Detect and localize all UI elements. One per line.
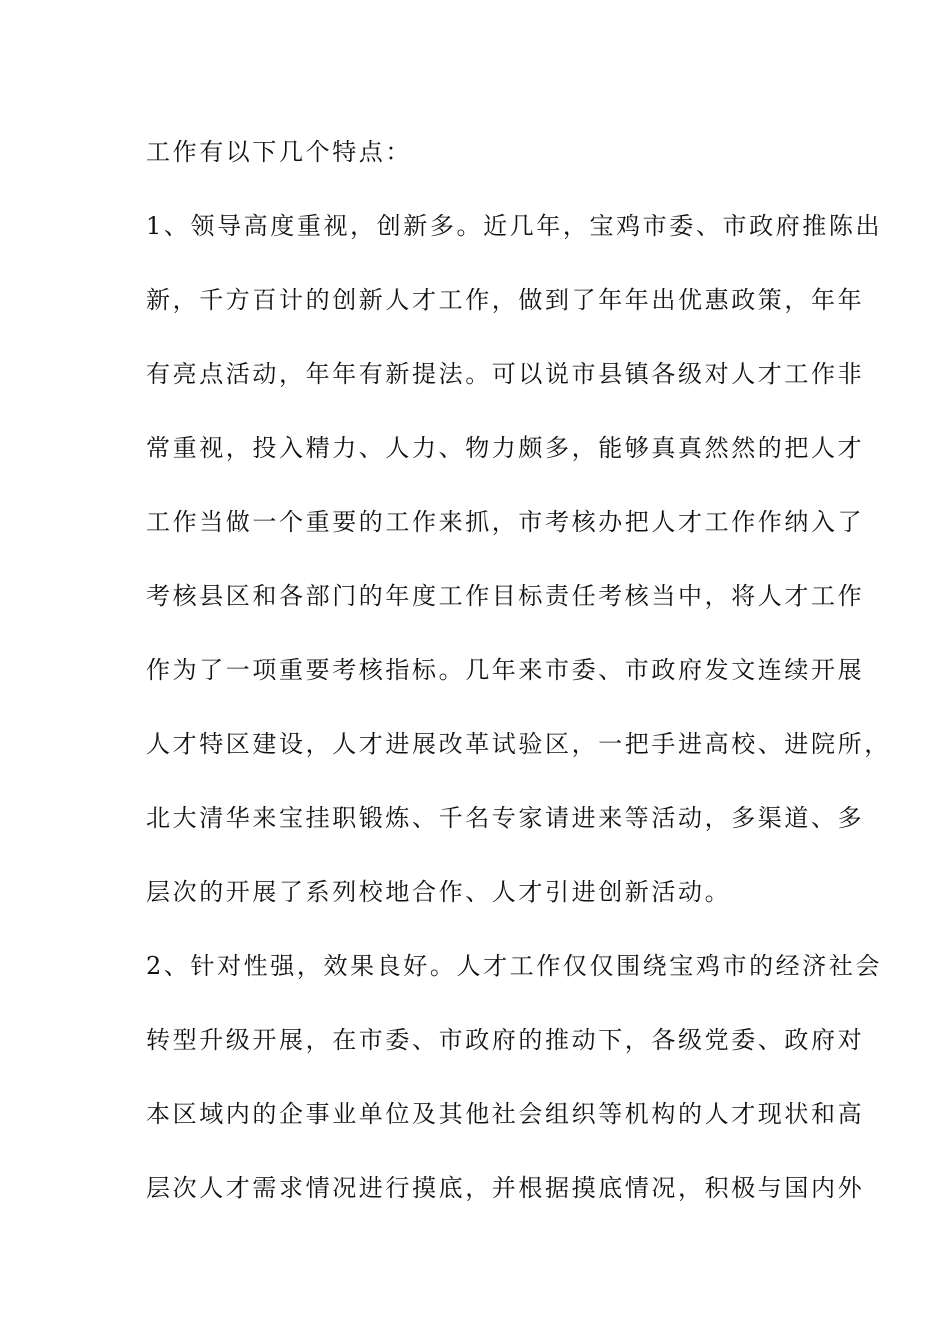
text-line: 有亮点活动，年年有新提法。可以说市县镇各级对人才工作非: [146, 360, 865, 388]
text-line: 常重视，投入精力、人力、物力颇多，能够真真然然的把人才: [146, 434, 865, 462]
text-line: 工作当做一个重要的工作来抓，市考核办把人才工作作纳入了: [146, 508, 865, 536]
text-line: 1、领导高度重视，创新多。近几年，宝鸡市委、市政府推陈出: [146, 212, 883, 240]
text-line: 层次的开展了系列校地合作、人才引进创新活动。: [146, 878, 732, 906]
text-line: 考核县区和各部门的年度工作目标责任考核当中，将人才工作: [146, 582, 865, 610]
text-line: 本区域内的企事业单位及其他社会组织等机构的人才现状和高: [146, 1100, 865, 1128]
text-line: 作为了一项重要考核指标。几年来市委、市政府发文连续开展: [146, 656, 865, 684]
text-line: 层次人才需求情况进行摸底，并根据摸底情况，积极与国内外: [146, 1174, 865, 1202]
text-line: 新，千方百计的创新人才工作，做到了年年出优惠政策，年年: [146, 286, 865, 314]
text-line: 北大清华来宝挂职锻炼、千名专家请进来等活动，多渠道、多: [146, 804, 865, 832]
text-line: 2、针对性强，效果良好。人才工作仅仅围绕宝鸡市的经济社会: [146, 952, 883, 980]
text-line: 转型升级开展，在市委、市政府的推动下，各级党委、政府对: [146, 1026, 865, 1054]
text-line: 工作有以下几个特点：: [146, 138, 412, 166]
document-body: [146, 132, 891, 1242]
text-line: 人才特区建设，人才进展改革试验区，一把手进高校、进院所，: [146, 730, 891, 758]
